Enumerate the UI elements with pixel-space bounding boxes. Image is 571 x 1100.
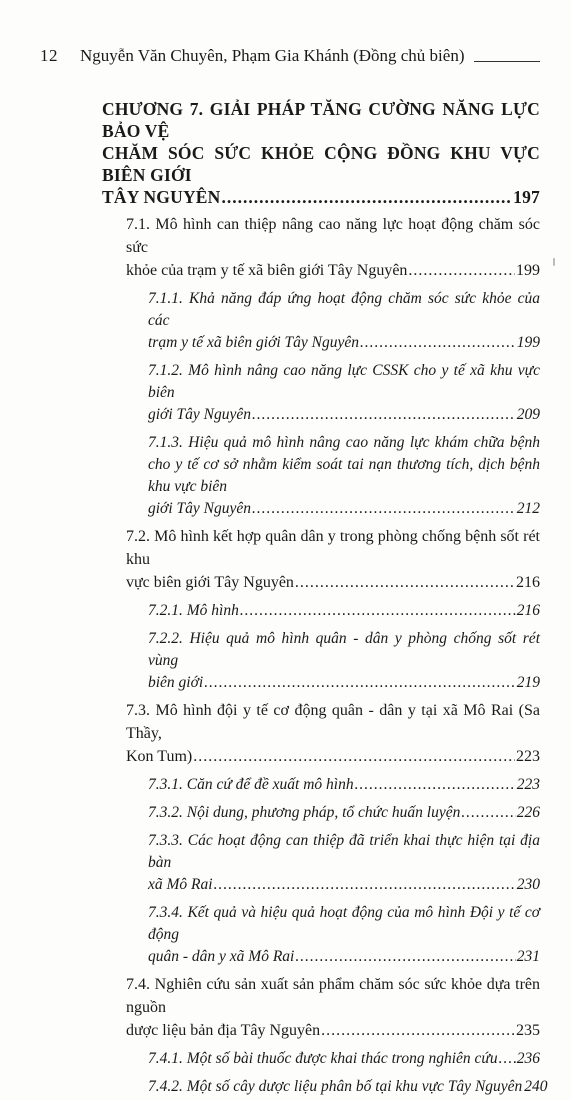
dot-leader — [295, 571, 515, 594]
toc-subsection-entry[interactable] — [148, 774, 540, 796]
entry-title: 7.3.3. Các hoạt động can thiệp đã triển khai thực hiện tại địa bàn — [148, 832, 540, 871]
toc-subsection-entry[interactable] — [148, 288, 540, 354]
dot-leader — [295, 946, 515, 968]
header-rule — [474, 61, 540, 62]
toc-subsection-entry[interactable] — [148, 1076, 548, 1098]
chapter-title-line: CHƯƠNG 7. GIẢI PHÁP TĂNG CƯỜNG NĂNG LỰC BẢO VỆ — [102, 99, 540, 141]
entry-leader-line — [148, 600, 540, 622]
entry-title: 7.1.1. Khả năng đáp ứng hoạt động chăm sóc sức khỏe của các — [148, 290, 540, 329]
entry-leader-line — [148, 1076, 548, 1098]
scan-mark — [553, 258, 555, 266]
entry-page-number: 226 — [516, 804, 540, 821]
entry-page-number: 240 — [524, 1078, 548, 1095]
toc-subsection-entry[interactable] — [148, 802, 540, 824]
dot-leader — [360, 332, 516, 354]
dot-leader — [204, 672, 516, 694]
entry-page-number: 235 — [516, 1022, 540, 1039]
entry-leader-line — [148, 404, 540, 426]
entry-page-number: 219 — [516, 674, 540, 691]
toc-subsection-entry[interactable] — [148, 1048, 540, 1070]
dot-leader — [214, 874, 516, 896]
toc-subsection-entry[interactable] — [148, 360, 540, 426]
toc-subsection-entry[interactable] — [148, 830, 540, 896]
entry-page-number: 223 — [516, 776, 540, 793]
entry-leader-line — [148, 332, 540, 354]
entry-page-number: 199 — [516, 334, 540, 351]
entry-title: 7.3. Mô hình đội y tế cơ động quân - dân y tại xã Mô Rai (Sa Thầy, — [126, 702, 540, 742]
entry-title: 7.4. Nghiên cứu sản xuất sản phẩm chăm sóc sức khỏe dựa trên nguồn — [126, 976, 540, 1016]
toc-subsection-entry[interactable] — [148, 628, 540, 694]
entry-title-last-line: 7.2.1. Mô hình — [148, 602, 239, 619]
entry-title-last-line: xã Mô Rai — [148, 876, 213, 893]
entry-leader-line — [148, 774, 540, 796]
chapter-title-last-line: TÂY NGUYÊN — [102, 187, 221, 207]
toc-section-entry[interactable] — [126, 213, 540, 282]
entry-page-number: 199 — [516, 262, 540, 279]
chapter-page-number: 197 — [513, 187, 540, 207]
entry-title-last-line: dược liệu bản địa Tây Nguyên — [126, 1022, 321, 1039]
entry-title: 7.3.4. Kết quả và hiệu quả hoạt động của mô hình Đội y tế cơ động — [148, 904, 540, 943]
entry-leader-line — [148, 802, 540, 824]
entry-title-last-line: vực biên giới Tây Nguyên — [126, 574, 294, 591]
entry-title: 7.1. Mô hình can thiệp nâng cao năng lực hoạt động chăm sóc sức — [126, 216, 540, 256]
entry-title-last-line: khỏe của trạm y tế xã biên giới Tây Nguyên — [126, 262, 408, 279]
chapter-leader-line — [102, 186, 540, 208]
dot-leader — [355, 774, 516, 796]
entry-page-number: 236 — [516, 1050, 540, 1067]
entry-title-last-line: quân - dân y xã Mô Rai — [148, 948, 295, 965]
toc-chapter-entry[interactable] — [102, 98, 540, 208]
entry-leader-line — [148, 946, 540, 968]
entry-title-last-line: trạm y tế xã biên giới Tây Nguyên — [148, 334, 360, 351]
entry-title: 7.2. Mô hình kết hợp quân dân y trong phòng chống bệnh sốt rét khu — [126, 528, 540, 568]
entry-page-number: 230 — [516, 876, 540, 893]
toc-section-entry[interactable] — [126, 699, 540, 768]
entry-title-last-line: giới Tây Nguyên — [148, 406, 251, 423]
page-number: 12 — [40, 46, 58, 65]
dot-leader — [252, 404, 516, 426]
entry-page-number: 231 — [516, 948, 540, 965]
entry-page-number: 216 — [516, 574, 540, 591]
entry-title-last-line: biên giới — [148, 674, 204, 691]
toc-entries — [102, 213, 548, 1098]
toc-section-entry[interactable] — [126, 973, 540, 1042]
entry-title-last-line: Kon Tum) — [126, 748, 193, 765]
entry-title: 7.1.2. Mô hình nâng cao năng lực CSSK cho y tế xã khu vực biên — [148, 362, 540, 401]
dot-leader — [408, 259, 515, 282]
entry-page-number: 212 — [516, 500, 540, 517]
entry-title-last-line: 7.3.1. Căn cứ để đề xuất mô hình — [148, 776, 354, 793]
dot-leader — [321, 1019, 515, 1042]
entry-page-number: 223 — [516, 748, 540, 765]
page-header — [40, 44, 540, 66]
entry-leader-line — [126, 259, 540, 282]
entry-leader-line — [126, 1019, 540, 1042]
entry-page-number: 216 — [516, 602, 540, 619]
entry-leader-line — [148, 498, 540, 520]
entry-leader-line — [126, 745, 540, 768]
entry-title-last-line: giới Tây Nguyên — [148, 500, 251, 517]
running-head: Nguyễn Văn Chuyên, Phạm Gia Khánh (Đồng chủ biên) — [80, 46, 465, 65]
entry-page-number: 209 — [516, 406, 540, 423]
toc-subsection-entry[interactable] — [148, 902, 540, 968]
entry-title: 7.1.3. Hiệu quả mô hình nâng cao năng lực khám chữa bệnh cho y tế cơ sở nhằm kiểm soát tai nạn thương tích, dịch bệnh khu vực biên — [148, 434, 540, 495]
toc-section-entry[interactable] — [126, 525, 540, 594]
dot-leader — [240, 600, 516, 622]
dot-leader — [499, 1048, 516, 1070]
entry-title-last-line: 7.3.2. Nội dung, phương pháp, tổ chức huấn luyện — [148, 804, 461, 821]
entry-title-last-line: 7.4.2. Một số cây dược liệu phân bố tại khu vực Tây Nguyên — [148, 1078, 523, 1095]
dot-leader — [461, 802, 515, 824]
toc-subsection-entry[interactable] — [148, 432, 540, 520]
entry-title-last-line: 7.4.1. Một số bài thuốc được khai thác trong nghiên cứu — [148, 1050, 498, 1067]
entry-leader-line — [148, 874, 540, 896]
chapter-title-line: CHĂM SÓC SỨC KHỎE CỘNG ĐỒNG KHU VỰC BIÊN GIỚI — [102, 143, 540, 185]
dot-leader — [193, 745, 515, 768]
toc-subsection-entry[interactable] — [148, 600, 540, 622]
entry-leader-line — [148, 1048, 540, 1070]
table-of-contents — [102, 98, 548, 1100]
entry-leader-line — [148, 672, 540, 694]
dot-leader — [222, 186, 513, 208]
entry-leader-line — [126, 571, 540, 594]
entry-title: 7.2.2. Hiệu quả mô hình quân - dân y phòng chống sốt rét vùng — [148, 630, 540, 669]
dot-leader — [252, 498, 516, 520]
